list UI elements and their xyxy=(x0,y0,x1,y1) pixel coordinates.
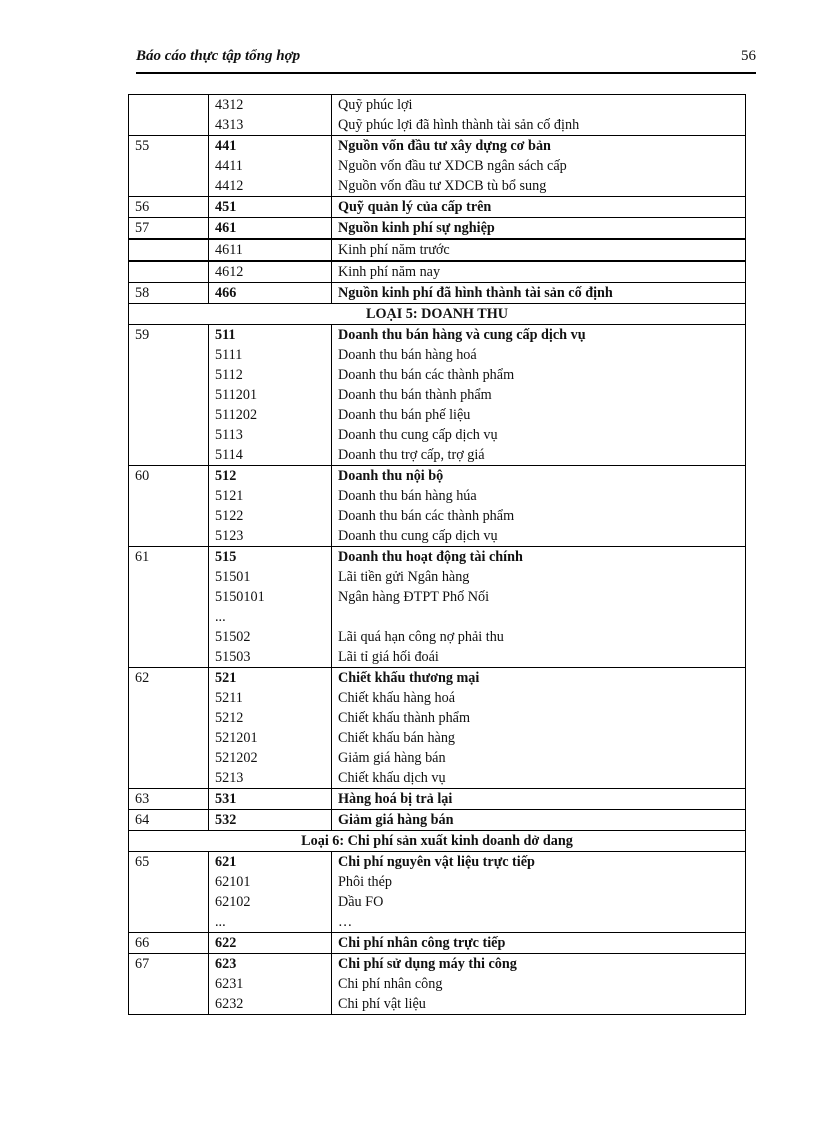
account-name: Dầu FO xyxy=(338,894,384,910)
account-name: Nguồn vốn đầu tư xây dựng cơ bản xyxy=(338,138,551,154)
account-code: 5111 xyxy=(215,347,243,363)
account-code: 4612 xyxy=(215,264,244,280)
account-code: 5123 xyxy=(215,528,244,544)
account-code-cell xyxy=(209,239,332,261)
table-row xyxy=(129,933,746,954)
row-number xyxy=(129,325,209,466)
account-code: 4412 xyxy=(215,178,244,194)
row-number xyxy=(129,283,209,304)
account-name: Quỹ quản lý của cấp trên xyxy=(338,199,492,215)
account-code-cell xyxy=(209,668,332,789)
account-name: Nguồn kinh phí đã hình thành tài sản cố định xyxy=(338,285,613,301)
account-code: 531 xyxy=(215,791,237,807)
row-number-text: 57 xyxy=(135,220,150,236)
row-number xyxy=(129,261,209,283)
row-number-text: 66 xyxy=(135,935,150,951)
section-title: Loại 6: Chi phí sản xuất kinh doanh dở dang xyxy=(129,831,746,852)
account-name-cell xyxy=(332,933,746,954)
account-name: Hàng hoá bị trả lại xyxy=(338,791,453,807)
table-row xyxy=(129,325,746,466)
account-name-cell xyxy=(332,283,746,304)
account-name: Doanh thu hoạt động tài chính xyxy=(338,549,523,565)
account-name-cell xyxy=(332,954,746,1015)
row-number xyxy=(129,933,209,954)
account-code: 521201 xyxy=(215,730,258,746)
row-number-text xyxy=(135,262,202,282)
account-name: Doanh thu trợ cấp, trợ giá xyxy=(338,447,485,463)
account-code: 5113 xyxy=(215,427,243,443)
account-name: Kinh phí năm nay xyxy=(338,264,441,280)
table-row xyxy=(129,852,746,933)
account-code: 51501 xyxy=(215,569,251,585)
account-name: Doanh thu cung cấp dịch vụ xyxy=(338,528,498,544)
account-name-cell xyxy=(332,325,746,466)
account-code-cell xyxy=(209,136,332,197)
table-row xyxy=(129,789,746,810)
account-name: Chiết khấu hàng hoá xyxy=(338,690,456,706)
table-row xyxy=(129,466,746,547)
account-code-cell xyxy=(209,933,332,954)
account-code: 5112 xyxy=(215,367,243,383)
account-name: Quỹ phúc lợi xyxy=(338,97,413,113)
account-code-cell xyxy=(209,218,332,240)
account-name: Chiết khấu dịch vụ xyxy=(338,770,446,786)
section-row xyxy=(129,831,746,852)
account-name: Doanh thu bán thành phẩm xyxy=(338,387,492,403)
account-name-cell xyxy=(332,810,746,831)
chart-of-accounts-table xyxy=(128,94,746,1015)
page-number: 56 xyxy=(741,48,756,64)
account-name: Nguồn vốn đầu tư XDCB ngân sách cấp xyxy=(338,158,567,174)
row-number-text: 60 xyxy=(135,468,150,484)
table-row xyxy=(129,547,746,668)
account-name: Doanh thu bán phế liệu xyxy=(338,407,471,423)
table-row xyxy=(129,283,746,304)
account-name: Doanh thu bán các thành phẩm xyxy=(338,367,515,383)
row-number xyxy=(129,668,209,789)
account-code: 521 xyxy=(215,670,237,686)
account-code-cell xyxy=(209,789,332,810)
account-code: 5114 xyxy=(215,447,243,463)
page-header xyxy=(136,48,756,74)
account-name: Chi phí nguyên vật liệu trực tiếp xyxy=(338,854,535,870)
account-name-cell xyxy=(332,466,746,547)
account-code: 466 xyxy=(215,285,237,301)
account-code-cell xyxy=(209,852,332,933)
account-name: Quỹ phúc lợi đã hình thành tài sản cố định xyxy=(338,117,580,133)
account-name-cell xyxy=(332,789,746,810)
table-row xyxy=(129,668,746,789)
account-code: 5150101 xyxy=(215,589,265,605)
table-row xyxy=(129,95,746,136)
account-name xyxy=(338,607,739,627)
table-row xyxy=(129,218,746,240)
account-name-cell xyxy=(332,668,746,789)
account-code: 5211 xyxy=(215,690,243,706)
account-code: 6231 xyxy=(215,976,244,992)
row-number-text: 64 xyxy=(135,812,150,828)
row-number xyxy=(129,95,209,136)
account-name: Doanh thu bán hàng và cung cấp dịch vụ xyxy=(338,327,586,343)
row-number-text: 56 xyxy=(135,199,150,215)
row-number xyxy=(129,466,209,547)
account-code: 4611 xyxy=(215,242,243,258)
row-number xyxy=(129,136,209,197)
account-code: 5212 xyxy=(215,710,244,726)
account-code: 4411 xyxy=(215,158,243,174)
report-title: Báo cáo thực tập tổng hợp xyxy=(136,48,301,64)
row-number-text: 55 xyxy=(135,138,150,154)
row-number-text: 67 xyxy=(135,956,150,972)
table-row xyxy=(129,136,746,197)
account-name: Doanh thu bán hàng húa xyxy=(338,488,477,504)
account-name: Chi phí nhân công trực tiếp xyxy=(338,935,506,951)
row-number-text: 65 xyxy=(135,854,150,870)
account-name: Phôi thép xyxy=(338,874,392,890)
account-name: Chiết khấu thương mại xyxy=(338,670,480,686)
account-name-cell xyxy=(332,547,746,668)
account-name: Lãi tỉ giá hối đoái xyxy=(338,649,439,665)
account-name: Doanh thu bán hàng hoá xyxy=(338,347,477,363)
row-number xyxy=(129,954,209,1015)
table-row xyxy=(129,810,746,831)
account-code: 515 xyxy=(215,549,237,565)
table-row xyxy=(129,197,746,218)
row-number xyxy=(129,218,209,240)
account-name: Doanh thu bán các thành phẩm xyxy=(338,508,515,524)
account-name: Nguồn kinh phí sự nghiệp xyxy=(338,220,495,236)
account-name: Chi phí vật liệu xyxy=(338,996,426,1012)
account-code: 511 xyxy=(215,327,236,343)
account-code-cell xyxy=(209,197,332,218)
account-name-cell xyxy=(332,218,746,240)
account-code: 62102 xyxy=(215,894,251,910)
row-number xyxy=(129,197,209,218)
account-name-cell xyxy=(332,261,746,283)
account-code: 461 xyxy=(215,220,237,236)
account-code: 511202 xyxy=(215,407,258,423)
account-code-cell xyxy=(209,95,332,136)
account-name: Doanh thu cung cấp dịch vụ xyxy=(338,427,498,443)
account-name: Lãi quá hạn công nợ phải thu xyxy=(338,629,504,645)
table-row xyxy=(129,239,746,261)
account-name-cell xyxy=(332,239,746,261)
account-code: 6232 xyxy=(215,996,244,1012)
account-code-cell xyxy=(209,283,332,304)
account-code: 4312 xyxy=(215,97,244,113)
row-number xyxy=(129,810,209,831)
account-name: … xyxy=(338,914,353,930)
account-name: Chiết khấu thành phẩm xyxy=(338,710,470,726)
account-code: 441 xyxy=(215,138,237,154)
account-code-cell xyxy=(209,261,332,283)
account-name: Doanh thu nội bộ xyxy=(338,468,444,484)
account-name: Nguồn vốn đầu tư XDCB tù bổ sung xyxy=(338,178,547,194)
account-name: Lãi tiền gửi Ngân hàng xyxy=(338,569,470,585)
account-code-cell xyxy=(209,466,332,547)
account-name-cell xyxy=(332,136,746,197)
account-code: ... xyxy=(215,914,226,930)
account-code: 5122 xyxy=(215,508,244,524)
account-name: Chiết khấu bán hàng xyxy=(338,730,456,746)
account-name: Giảm giá hàng bán xyxy=(338,812,454,828)
account-name: Chi phí nhân công xyxy=(338,976,443,992)
account-name-cell xyxy=(332,852,746,933)
account-code: 4313 xyxy=(215,117,244,133)
row-number-text: 61 xyxy=(135,549,150,565)
account-code: 622 xyxy=(215,935,237,951)
account-name: Giảm giá hàng bán xyxy=(338,750,446,766)
account-code: 532 xyxy=(215,812,237,828)
table-row xyxy=(129,261,746,283)
account-name-cell xyxy=(332,197,746,218)
account-code: 5213 xyxy=(215,770,244,786)
row-number-text: 59 xyxy=(135,327,150,343)
row-number-text xyxy=(135,240,202,260)
account-code-cell xyxy=(209,954,332,1015)
section-title: LOẠI 5: DOANH THU xyxy=(129,304,746,325)
row-number xyxy=(129,789,209,810)
row-number xyxy=(129,547,209,668)
table-body xyxy=(129,95,746,1015)
account-code: 623 xyxy=(215,956,237,972)
account-code: 51503 xyxy=(215,649,251,665)
account-name: Ngân hàng ĐTPT Phố Nối xyxy=(338,589,490,605)
account-code: ... xyxy=(215,609,226,625)
account-code: 512 xyxy=(215,468,237,484)
account-code: 521202 xyxy=(215,750,258,766)
account-code: 5121 xyxy=(215,488,244,504)
account-code: 451 xyxy=(215,199,237,215)
row-number-text xyxy=(135,95,202,115)
account-code-cell xyxy=(209,547,332,668)
table-row xyxy=(129,954,746,1015)
row-number-text: 58 xyxy=(135,285,150,301)
account-code: 62101 xyxy=(215,874,251,890)
account-code: 51502 xyxy=(215,629,251,645)
account-name: Kinh phí năm trước xyxy=(338,242,450,258)
row-number xyxy=(129,239,209,261)
row-number xyxy=(129,852,209,933)
section-row xyxy=(129,304,746,325)
account-code-cell xyxy=(209,325,332,466)
row-number-text: 62 xyxy=(135,670,150,686)
account-name: Chi phí sử dụng máy thi công xyxy=(338,956,517,972)
account-code: 511201 xyxy=(215,387,258,403)
account-name-cell xyxy=(332,95,746,136)
row-number-text: 63 xyxy=(135,791,150,807)
account-code: 621 xyxy=(215,854,237,870)
account-code-cell xyxy=(209,810,332,831)
